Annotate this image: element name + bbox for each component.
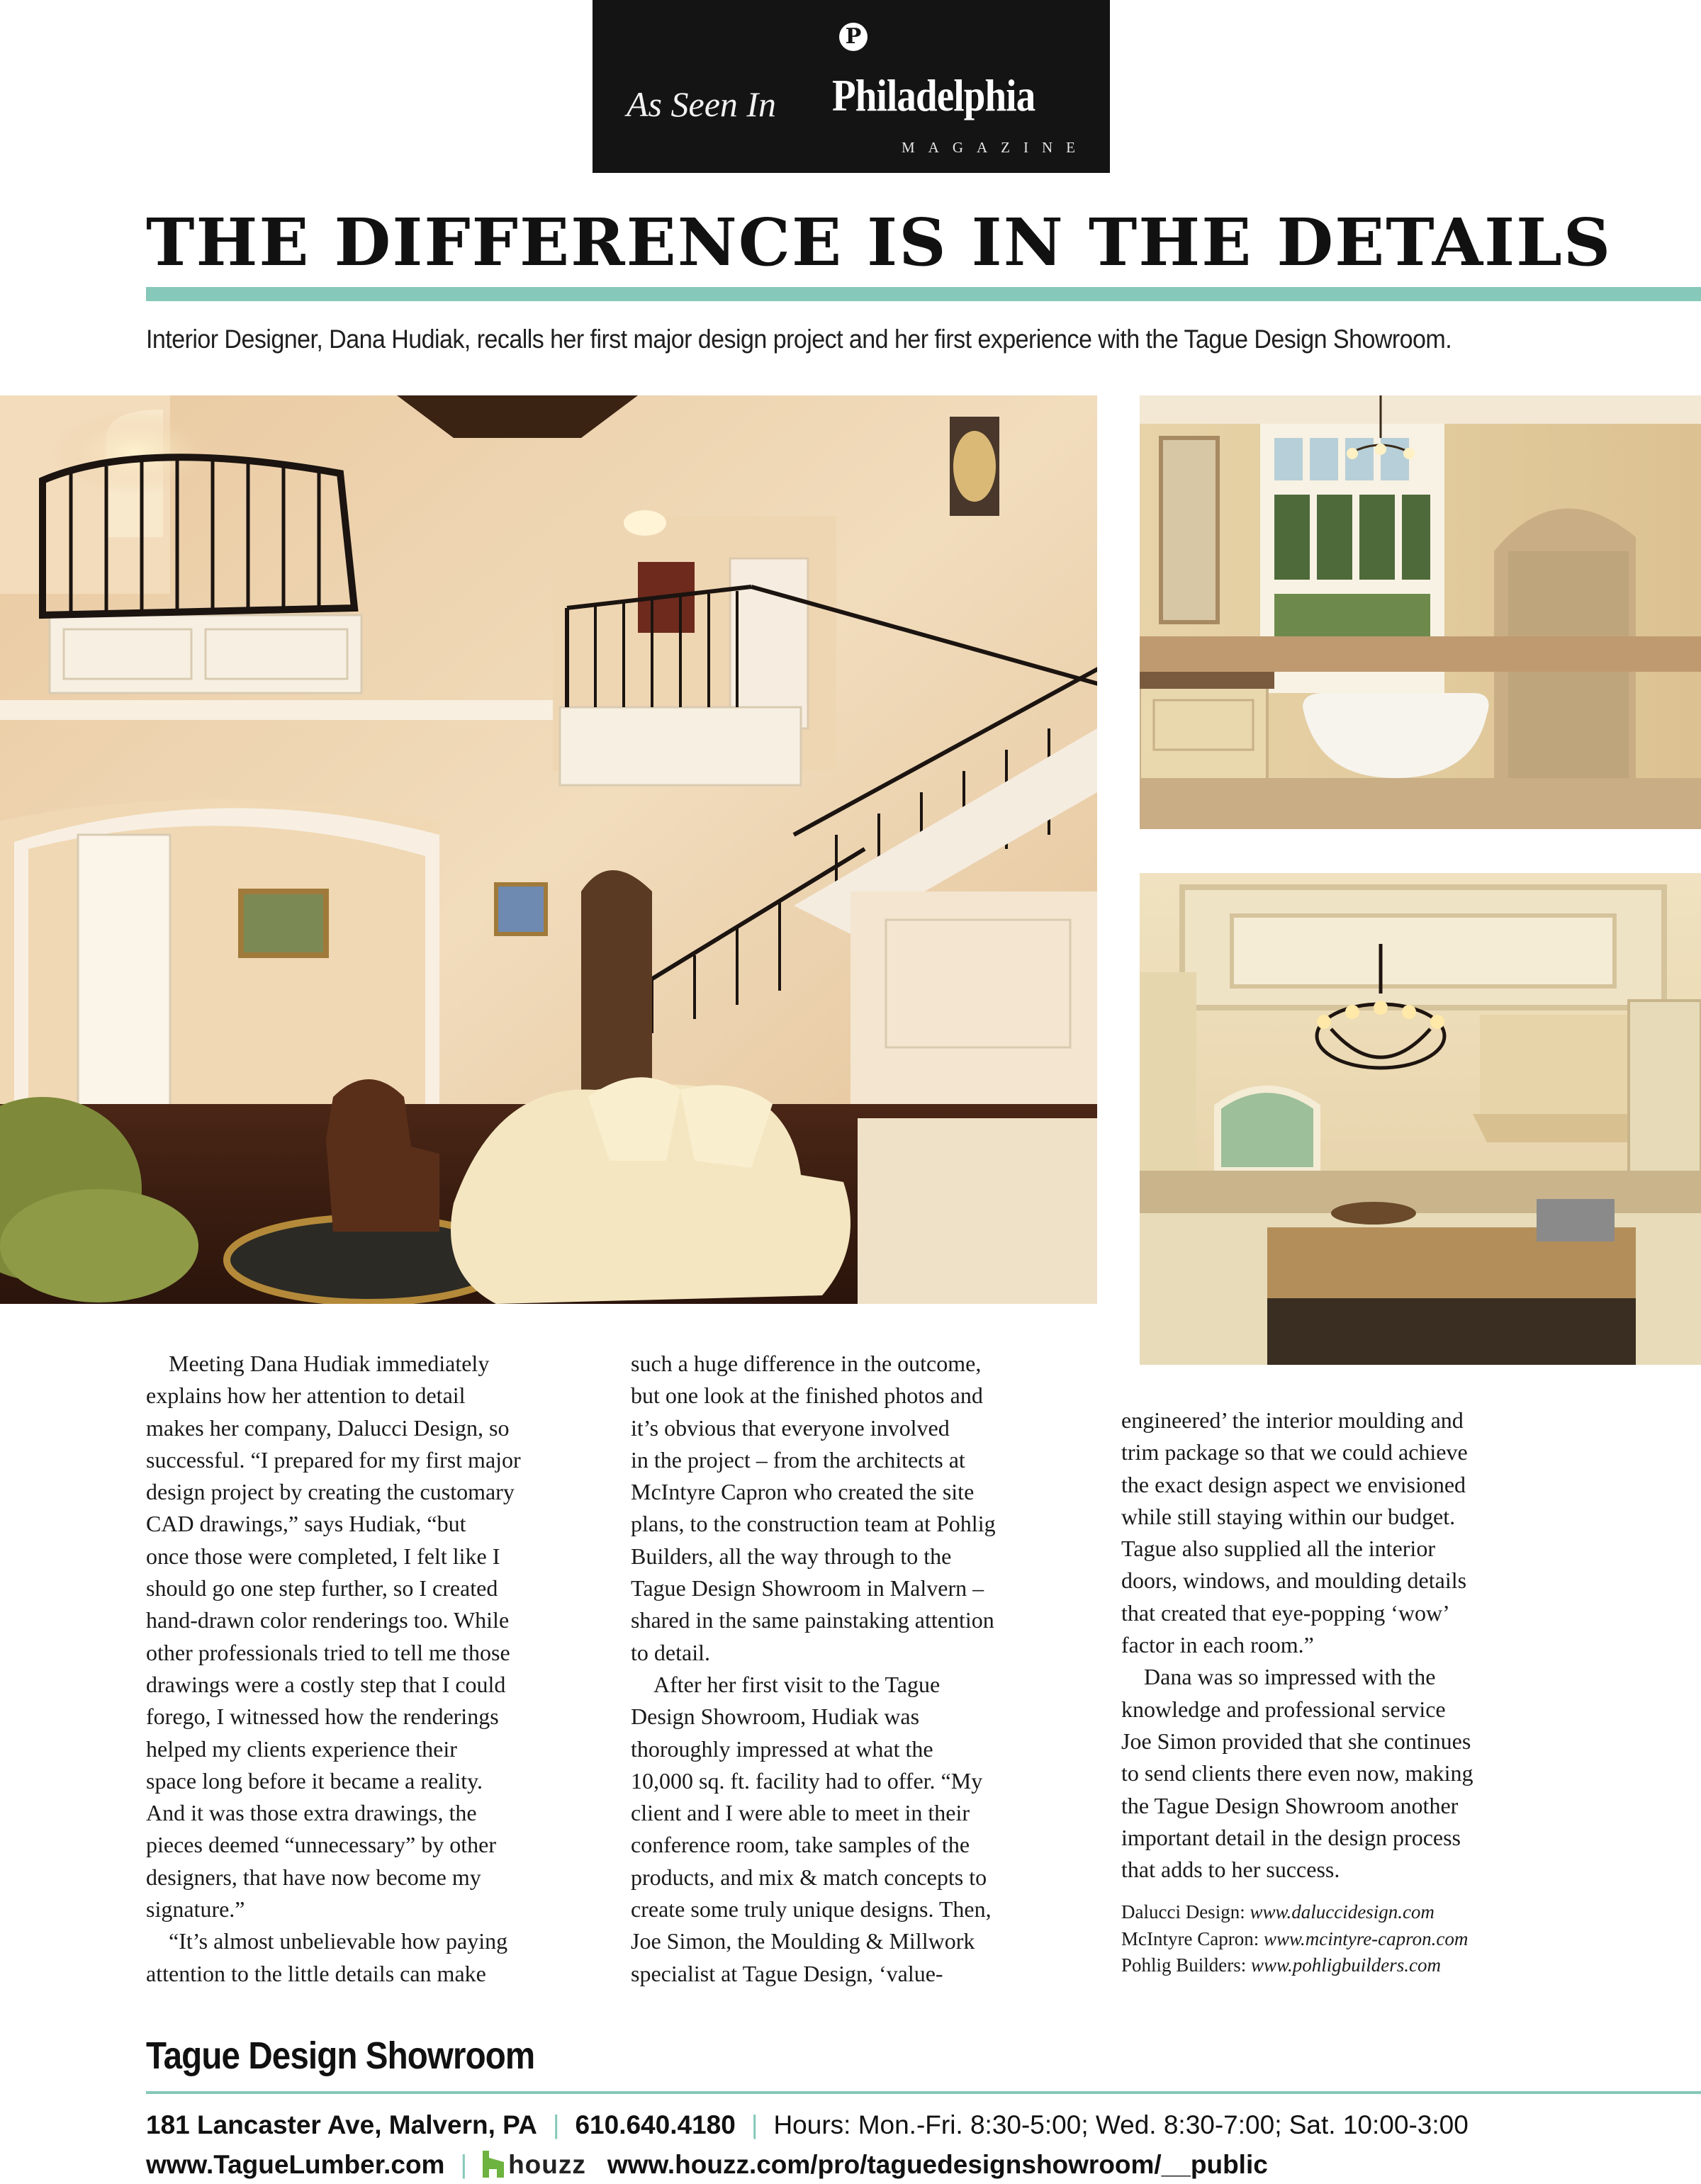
body-line: the Tague Design Showroom another xyxy=(1121,1792,1459,1818)
article-headline: THE DIFFERENCE IS IN THE DETAILS xyxy=(146,204,1612,281)
credit-label: McIntyre Capron: xyxy=(1121,1927,1259,1949)
staircase-living-room-photo xyxy=(0,395,1097,1304)
body-line: helped my clients experience their xyxy=(146,1735,457,1762)
publication-name: Philadelphia xyxy=(832,70,1035,120)
body-line: to send clients there even now, making xyxy=(1121,1760,1473,1786)
body-line: After her first visit to the Tague xyxy=(631,1671,941,1697)
credit-label: Pohlig Builders: xyxy=(1121,1954,1247,1976)
body-line: other professionals tried to tell me those xyxy=(146,1639,510,1665)
body-line: to detail. xyxy=(631,1639,710,1665)
separator: | xyxy=(552,2110,560,2139)
business-hours: Hours: Mon.-Fri. 8:30-5:00; Wed. 8:30-7:00; Sat. 10:00-3:00 xyxy=(773,2110,1469,2139)
body-line: design project by creating the customary xyxy=(146,1479,515,1505)
website-link[interactable]: www.TagueLumber.com xyxy=(146,2150,445,2179)
body-line: doors, windows, and moulding details xyxy=(1121,1567,1467,1594)
body-line: knowledge and professional service xyxy=(1121,1696,1446,1722)
as-seen-in-label: As Seen In xyxy=(627,84,777,124)
credit-link[interactable]: www.pohligbuilders.com xyxy=(1251,1954,1442,1976)
body-line: factor in each room.” xyxy=(1121,1632,1314,1658)
magazine-logo-badge: P xyxy=(839,23,868,51)
footer-contact-line xyxy=(146,2110,1469,2140)
body-line: Joe Simon provided that she continues xyxy=(1121,1728,1471,1754)
body-line: plans, to the construction team at Pohlig xyxy=(631,1511,996,1537)
article-column-3 xyxy=(1121,1405,1473,1886)
body-line: Tague also supplied all the interior xyxy=(1121,1536,1435,1562)
credit-pohlig xyxy=(1121,1952,1468,1979)
body-line: makes her company, Dalucci Design, so xyxy=(146,1414,510,1441)
body-line: products, and mix & match concepts to xyxy=(631,1864,987,1890)
body-line: space long before it became a reality. xyxy=(146,1767,483,1794)
kitchen-photo xyxy=(1140,873,1701,1365)
footer-web-line xyxy=(146,2150,1268,2184)
body-line: attention to the little details can make xyxy=(146,1960,486,1986)
body-line: CAD drawings,” says Hudiak, “but xyxy=(146,1511,466,1537)
body-line: signature.” xyxy=(146,1896,245,1923)
body-line: once those were completed, I felt like I xyxy=(146,1543,500,1569)
body-line: And it was those extra drawings, the xyxy=(146,1800,477,1826)
body-line: Design Showroom, Hudiak was xyxy=(631,1704,920,1730)
body-line: 10,000 sq. ft. facility had to offer. “My xyxy=(631,1767,983,1794)
masthead-banner xyxy=(593,0,1110,173)
body-line: in the project – from the architects at xyxy=(631,1446,965,1473)
credits-list xyxy=(1121,1899,1468,1979)
body-line: create some truly unique designs. Then, xyxy=(631,1896,992,1923)
houzz-profile-link[interactable]: www.houzz.com/pro/taguedesignshowroom/__public xyxy=(607,2150,1268,2179)
body-line: the exact design aspect we envisioned xyxy=(1121,1471,1466,1497)
credit-link[interactable]: www.mcintyre-capron.com xyxy=(1263,1927,1469,1949)
body-line: designers, that have now become my xyxy=(146,1864,481,1890)
separator: | xyxy=(751,2110,758,2139)
houzz-logo-icon xyxy=(483,2151,504,2184)
publication-subtitle: MAGAZINE xyxy=(902,139,1089,156)
body-line: thoroughly impressed at what the xyxy=(631,1735,933,1762)
article-column-2 xyxy=(631,1348,996,1990)
body-line: that adds to her success. xyxy=(1121,1857,1340,1883)
credit-link[interactable]: www.daluccidesign.com xyxy=(1250,1901,1435,1923)
body-line: should go one step further, so I created xyxy=(146,1575,498,1602)
body-line: Joe Simon, the Moulding & Millwork xyxy=(631,1928,975,1954)
body-line: trim package so that we could achieve xyxy=(1121,1439,1468,1465)
credit-label: Dalucci Design: xyxy=(1121,1901,1245,1923)
body-line: it’s obvious that everyone involved xyxy=(631,1414,950,1441)
credit-mcintyre xyxy=(1121,1926,1468,1953)
article-subtitle: Interior Designer, Dana Hudiak, recalls her first major design project and her first experience with the Tague Design Showroom. xyxy=(146,325,1452,354)
body-line: explains how her attention to detail xyxy=(146,1383,466,1409)
bathroom-photo xyxy=(1140,395,1701,829)
phone-number[interactable]: 610.640.4180 xyxy=(575,2110,736,2139)
body-line: specialist at Tague Design, ‘value- xyxy=(631,1960,943,1986)
body-line: that created that eye-popping ‘wow’ xyxy=(1121,1599,1450,1626)
body-line: hand-drawn color renderings too. While xyxy=(146,1607,510,1633)
separator: | xyxy=(460,2150,468,2179)
body-line: while still staying within our budget. xyxy=(1121,1503,1456,1529)
body-line: pieces deemed “unnecessary” by other xyxy=(146,1832,496,1858)
body-line: important detail in the design process xyxy=(1121,1824,1461,1850)
body-line: McIntyre Capron who created the site xyxy=(631,1479,975,1505)
footer-divider xyxy=(146,2091,1701,2094)
body-line: conference room, take samples of the xyxy=(631,1832,970,1858)
address: 181 Lancaster Ave, Malvern, PA xyxy=(146,2110,537,2139)
body-line: Tague Design Showroom in Malvern – xyxy=(631,1575,984,1602)
company-name: Tague Design Showroom xyxy=(146,2034,535,2077)
article-column-1 xyxy=(146,1348,521,1990)
body-line: Builders, all the way through to the xyxy=(631,1543,952,1569)
body-line: drawings were a costly step that I could xyxy=(146,1671,506,1697)
body-line: such a huge difference in the outcome, xyxy=(631,1351,982,1376)
body-line: client and I were able to meet in their xyxy=(631,1800,970,1826)
body-line: engineered’ the interior moulding and xyxy=(1121,1407,1464,1433)
body-line: but one look at the finished photos and xyxy=(631,1383,983,1409)
body-line: “It’s almost unbelievable how paying xyxy=(146,1928,508,1954)
body-line: Meeting Dana Hudiak immediately xyxy=(146,1351,490,1376)
body-line: shared in the same painstaking attention xyxy=(631,1607,994,1633)
body-line: forego, I witnessed how the renderings xyxy=(146,1704,499,1730)
headline-divider xyxy=(146,287,1701,301)
body-line: Dana was so impressed with the xyxy=(1121,1664,1436,1690)
houzz-brand: houzz xyxy=(508,2150,586,2179)
credit-dalucci xyxy=(1121,1899,1468,1926)
body-line: successful. “I prepared for my first major xyxy=(146,1446,521,1473)
